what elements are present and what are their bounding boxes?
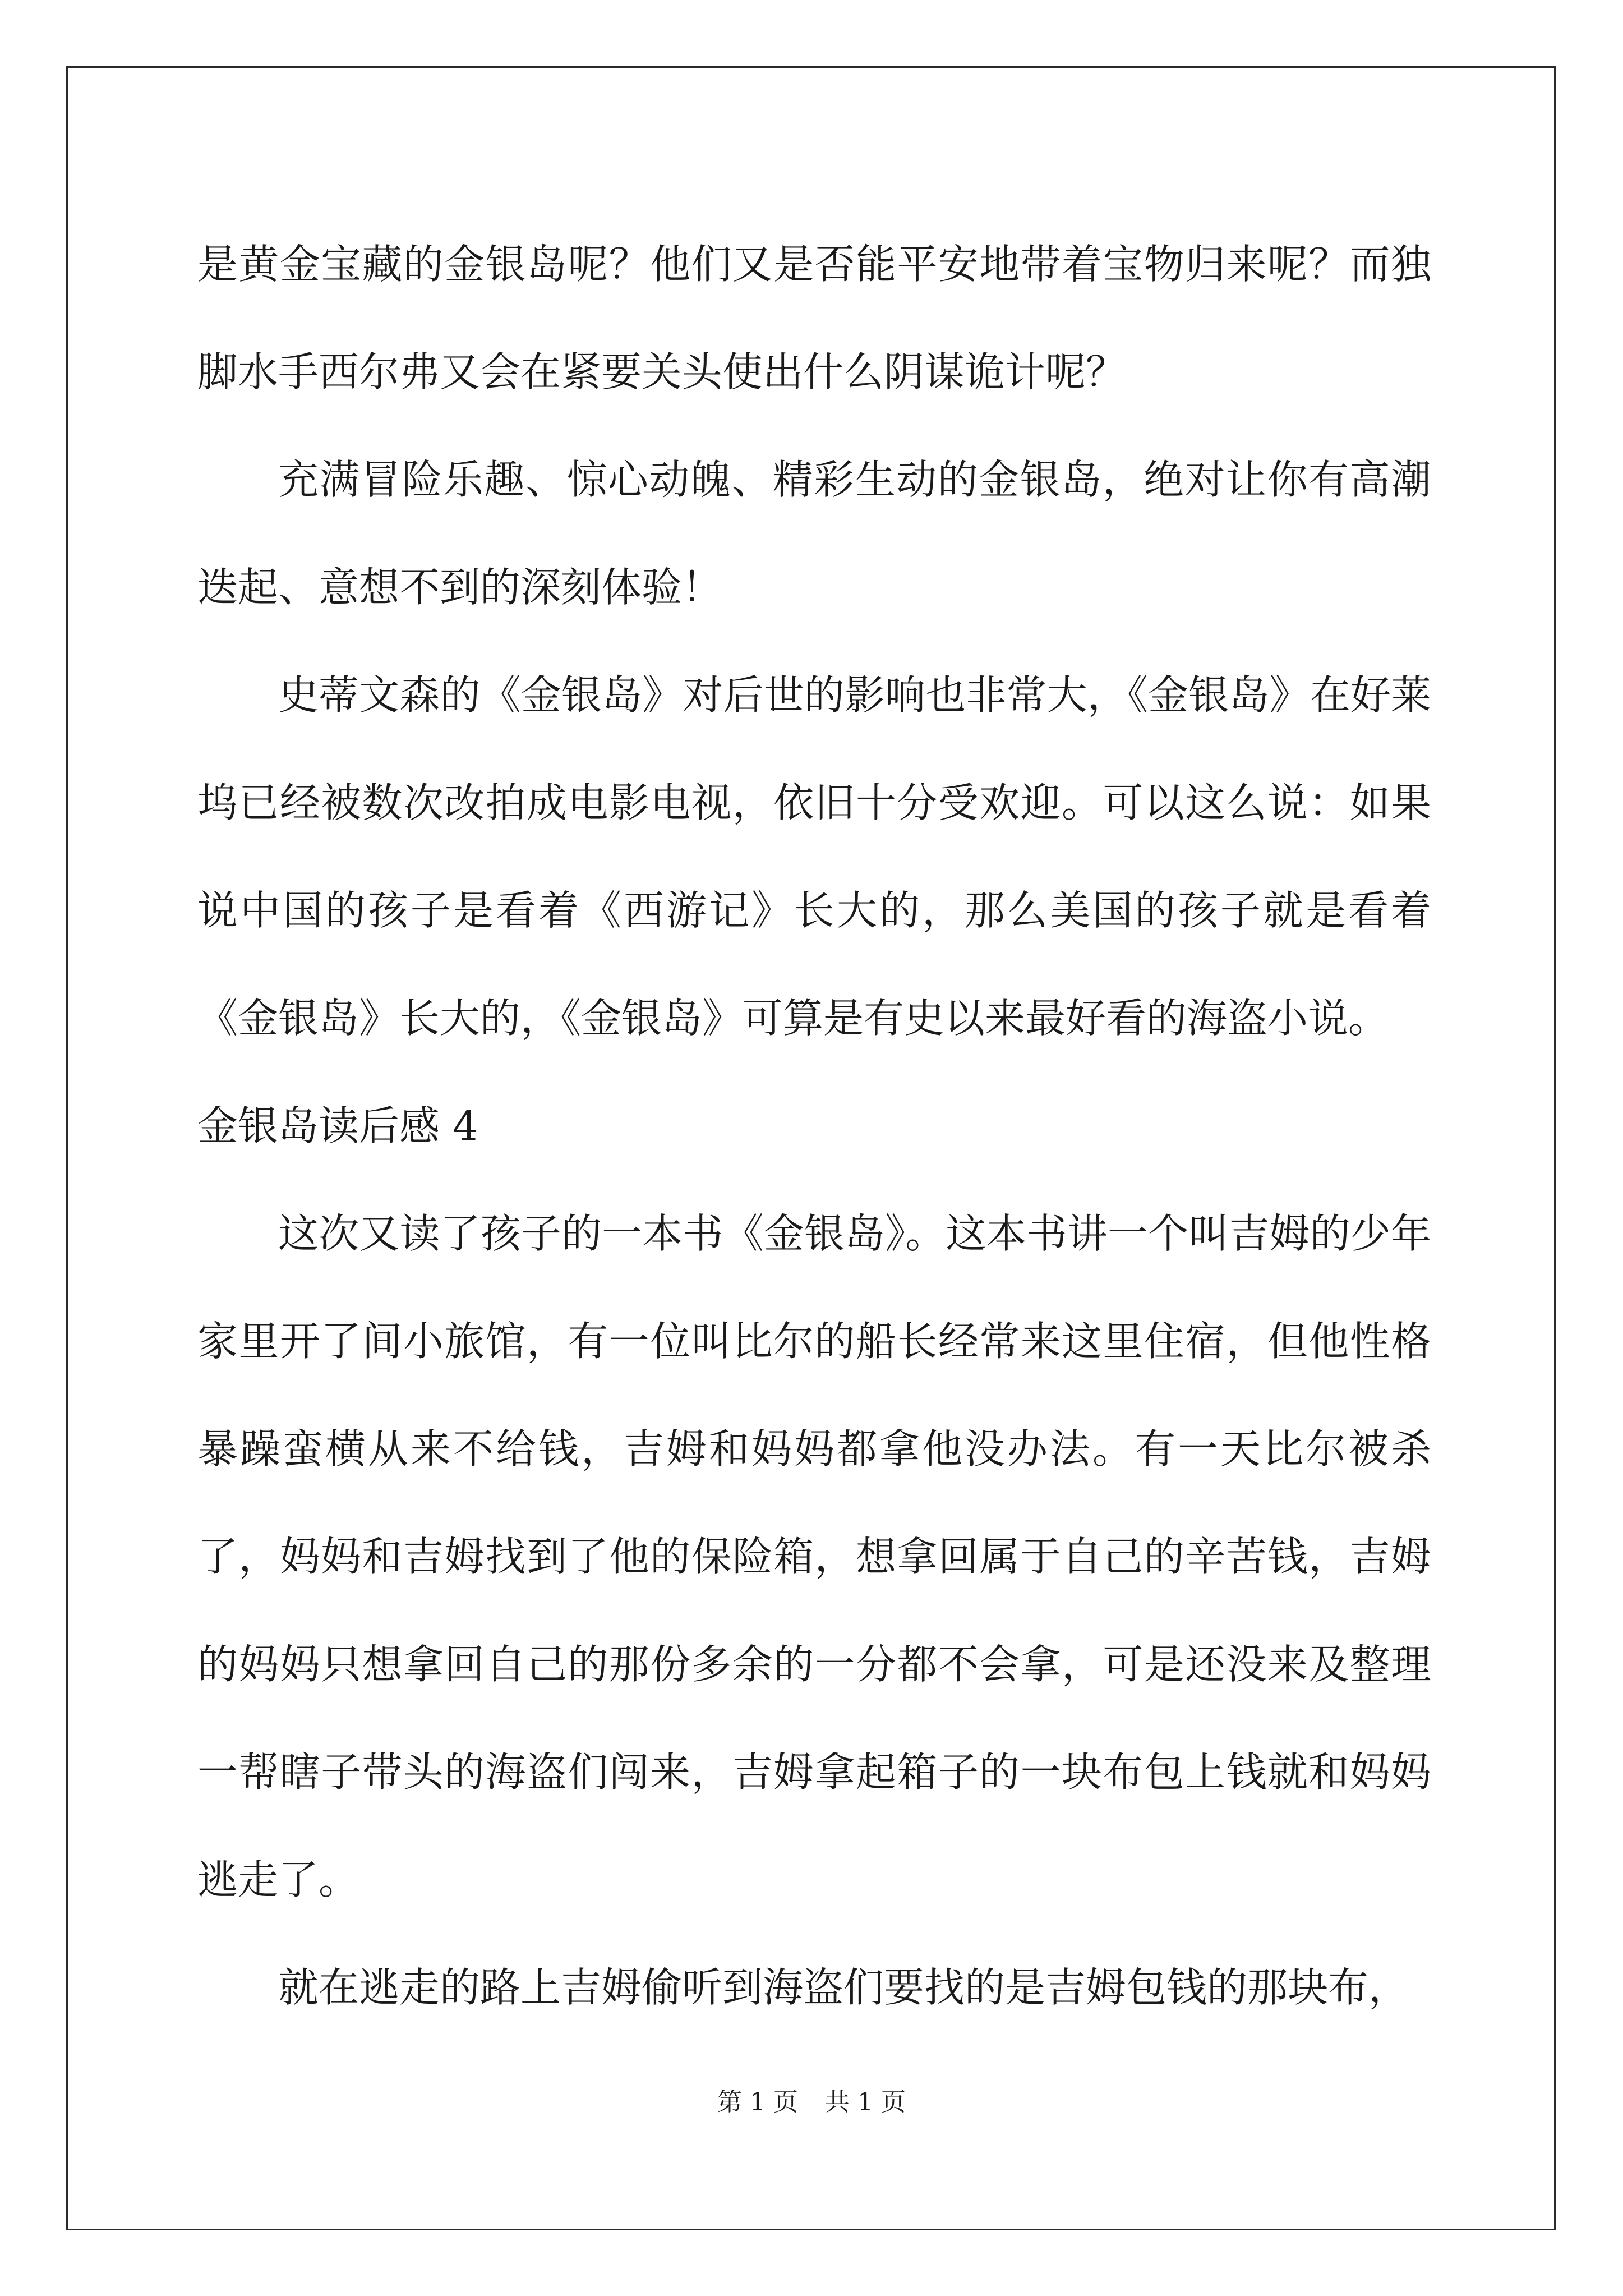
paragraph-2: 充满冒险乐趣、惊心动魄、精彩生动的金银岛，绝对让你有高潮迭起、意想不到的深刻体验！ [197, 456, 1431, 611]
paragraph-4: 这次又读了孩子的一本书《金银岛》。这本书讲一个叫吉姆的少年家里开了间小旅馆，有一位叫比尔的船长经常来这里住宿，但他性格暴躁蛮横从来不给钱，吉姆和妈妈都拿他没办法。有一天比尔被杀了，妈妈和吉姆找到了他的保险箱，想拿回属于自己的辛苦钱，吉姆的妈妈只想拿回自己的那份多余的一分都不会拿，可是还没来及整理一帮瞎子带头的海盗们闯来，吉姆拿起箱子的一块布包上钱就和妈妈逃走了。 [197, 1210, 1431, 1903]
section-heading: 金银岛读后感 4 [197, 1102, 478, 1149]
page-footer [0, 2086, 1623, 2119]
paragraph-3: 史蒂文森的《金银岛》对后世的影响也非常大，《金银岛》在好莱坞已经被数次改拍成电影电视，依旧十分受欢迎。可以这么说：如果说中国的孩子是看着《西游记》长大的，那么美国的孩子就是看着《金银岛》长大的，《金银岛》可算是有史以来最好看的海盗小说。 [197, 671, 1431, 1042]
page-number-current: 第 1 页 [717, 2088, 798, 2116]
paragraph-5: 就在逃走的路上吉姆偷听到海盗们要找的是吉姆包钱的那块布， [278, 1964, 1409, 2011]
document-body [197, 210, 1431, 2041]
paragraph-1: 是黄金宝藏的金银岛呢？他们又是否能平安地带着宝物归来呢？而独脚水手西尔弗又会在紧要关头使出什么阴谋诡计呢？ [197, 241, 1431, 395]
page-number-total: 共 1 页 [825, 2088, 906, 2116]
